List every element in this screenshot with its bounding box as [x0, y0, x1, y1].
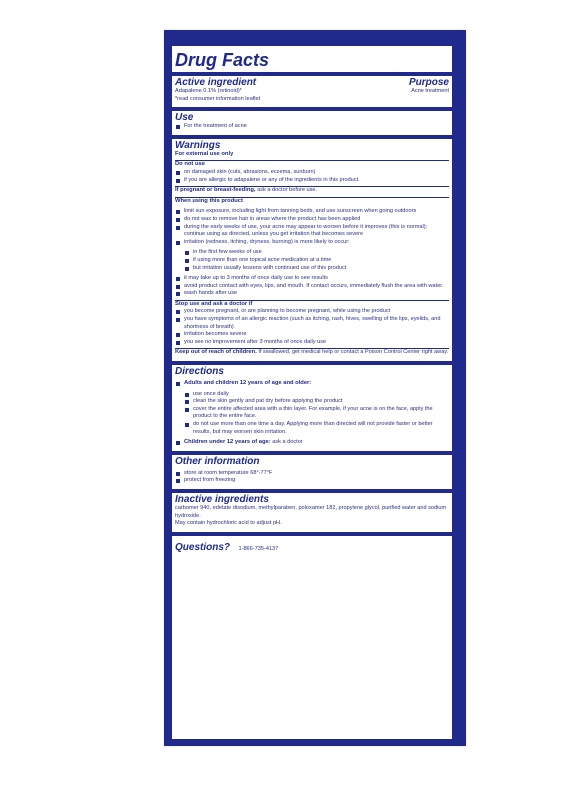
list-item: do not use more than one time a day. Applying more than directed will not provide faster or better results, but may worsen skin irritation.	[184, 421, 449, 436]
active-ingredient-section	[172, 76, 452, 105]
active-footnote: *read consumer information leaflet	[175, 95, 261, 102]
use-section	[172, 111, 452, 133]
list-item: use once daily	[184, 391, 449, 399]
list-item: store at room temperature 68°-77°F	[175, 470, 449, 478]
pregnancy-text: ask a doctor before use.	[255, 187, 318, 194]
warnings-heading: Warnings	[175, 139, 221, 151]
list-item: in the first few weeks of use	[184, 249, 449, 257]
do-not-use-heading: Do not use	[175, 161, 205, 168]
list-item: irritation becomes severe	[175, 331, 449, 339]
active-ingredient-name: Adapalene 0.1% (retinoid)*	[175, 88, 242, 94]
children-directions	[175, 439, 449, 447]
list-item: you see no improvement after 3 months of once daily use	[175, 339, 449, 347]
directions-section	[172, 365, 452, 449]
warnings-section	[172, 139, 452, 359]
purpose-heading: Purpose	[408, 77, 449, 88]
other-information-section	[172, 455, 452, 487]
list-item: but irritation usually lessens with continued use of this product	[184, 265, 449, 273]
list-item: you have symptoms of an allergic reaction (such as itching, rash, hives, swelling of the lips, eyelids, and shortness of breath)	[175, 316, 449, 331]
external-use-label: For external use only	[175, 150, 234, 157]
list-item: irritation (redness, itching, dryness, burning) is more likely to occur:	[175, 239, 449, 247]
list-item: avoid product contact with eyes, lips, and mouth. If contact occurs, immediately flush the area with water.	[175, 283, 449, 291]
active-ingredient-heading: Active ingredient	[175, 77, 257, 88]
questions-phone: 1-866-735-4137	[238, 545, 279, 552]
list-item: during the early weeks of use, your acne may appear to worsen before it improves (this is normal); continue using as directed, unless you get irritation that becomes severe	[175, 224, 449, 239]
children-warning-bold: Keep out of reach of children.	[175, 349, 257, 356]
drug-facts-title: Drug Facts	[175, 50, 270, 70]
children-warning	[175, 349, 449, 357]
adults-directions-heading: Adults and children 12 years of age and older:	[175, 380, 449, 388]
children-warning-text: If swallowed, get medical help or contact a Poison Control Center right away.	[256, 349, 449, 356]
inactive-ingredients-section	[172, 493, 452, 530]
list-item: it may take up to 3 months of once daily use to see results	[175, 275, 449, 283]
list-item: wash hands after use	[175, 290, 449, 298]
pregnancy-warning	[175, 187, 449, 195]
list-item: clean the skin gently and pat dry before applying the product	[184, 398, 449, 406]
inactive-ingredients-note: May contain hydrochloric acid to adjust pH.	[175, 520, 282, 527]
inactive-ingredients-heading: Inactive ingredients	[175, 493, 269, 505]
drug-facts-panel	[164, 30, 466, 746]
list-item: For the treatment of acne	[175, 123, 449, 131]
children-directions-bold: Children under 12 years of age:	[184, 439, 271, 446]
drug-facts-content	[172, 46, 452, 739]
list-item: you become pregnant, or are planning to become pregnant, while using the product	[175, 308, 449, 316]
other-information-heading: Other information	[175, 455, 260, 467]
use-heading: Use	[175, 112, 194, 124]
questions-heading: Questions?	[175, 541, 231, 553]
list-item: limit sun exposure, including light from tanning beds, and use sunscreen when going outdoors	[175, 208, 449, 216]
list-item: do not wax to remove hair in areas where the product has been applied	[175, 216, 449, 224]
children-directions-text: ask a doctor	[270, 439, 303, 446]
list-item: on damaged skin (cuts, abrasions, eczema, sunburn)	[175, 169, 449, 177]
inactive-ingredients-text: carbomer 940, edetate disodium, methylparaben, poloxamer 182, propylene glycol, purified water and sodium hydroxide.	[175, 504, 447, 519]
stop-use-heading: Stop use and ask a doctor if	[175, 300, 253, 307]
list-item: if you are allergic to adapalene or any of the ingredients in this product.	[175, 177, 449, 185]
list-item: if using more than one topical acne medication at a time	[184, 257, 449, 265]
directions-heading: Directions	[175, 366, 224, 378]
purpose-text: Acne treatment	[411, 88, 449, 94]
pregnancy-bold: If pregnant or breast-feeding,	[175, 187, 256, 194]
questions-section	[172, 536, 452, 557]
list-item: cover the entire affected area with a thin layer. For example, if your acne is on the face, apply the product to the entire face.	[184, 406, 449, 421]
when-using-heading: When using this product	[175, 197, 243, 204]
list-item: protect from freezing	[175, 477, 449, 485]
